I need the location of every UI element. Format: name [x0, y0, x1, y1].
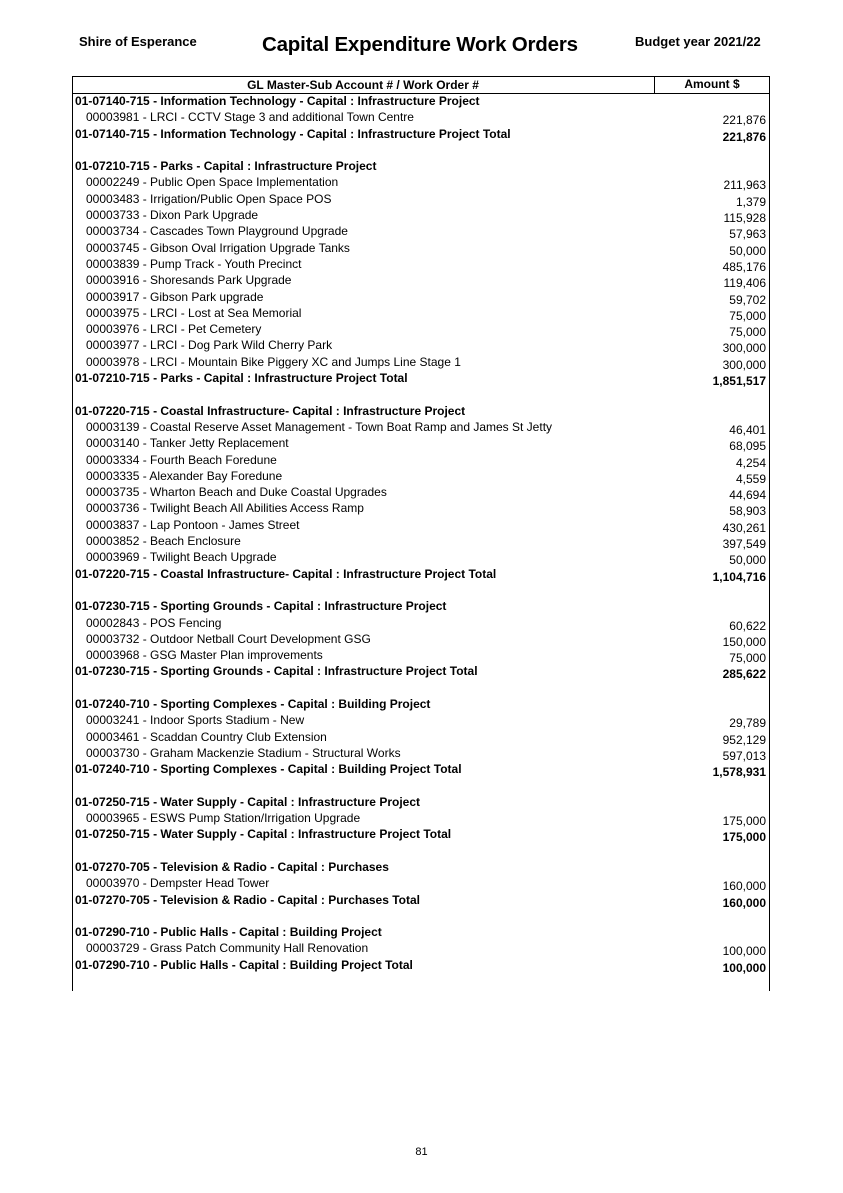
section-heading-row: [72, 924, 770, 940]
work-order-row: [72, 289, 770, 305]
work-order-label: 00003981 - LRCI - CCTV Stage 3 and additional Town Centre: [86, 110, 414, 125]
work-order-row: [72, 305, 770, 321]
work-order-table-body: [72, 93, 770, 973]
work-order-row: [72, 875, 770, 894]
work-order-label: 00003917 - Gibson Park upgrade: [86, 289, 264, 304]
work-order-amount: 58,903: [729, 504, 766, 519]
section-total-row: [72, 761, 770, 780]
section-total-row: [72, 663, 770, 682]
work-order-amount: 300,000: [722, 357, 766, 372]
work-order-label: 00003140 - Tanker Jetty Replacement: [86, 436, 289, 451]
work-order-row: [72, 207, 770, 226]
work-order-amount: 57,963: [729, 227, 766, 242]
work-order-amount: 60,622: [729, 618, 766, 633]
section-total-label: 01-07290-710 - Public Halls - Capital : Building Project Total: [75, 957, 413, 972]
column-header-account: GL Master-Sub Account # / Work Order #: [247, 78, 479, 92]
section-heading: 01-07270-705 - Television & Radio - Capital : Purchases: [75, 859, 389, 874]
section-heading: 01-07240-710 - Sporting Complexes - Capital : Building Project: [75, 696, 431, 711]
work-order-label: 00003968 - GSG Master Plan improvements: [86, 648, 323, 663]
work-order-label: 00003139 - Coastal Reserve Asset Management - Town Boat Ramp and James St Jetty: [86, 419, 553, 434]
work-order-amount: 46,401: [729, 422, 766, 437]
work-order-amount: 160,000: [722, 879, 766, 894]
work-order-row: [72, 337, 770, 356]
work-order-amount: 44,694: [729, 488, 766, 503]
work-order-amount: 221,876: [722, 113, 766, 128]
section-heading: 01-07250-715 - Water Supply - Capital : Infrastructure Project: [75, 794, 420, 809]
work-order-amount: 597,013: [722, 748, 766, 763]
section-total-label: 01-07230-715 - Sporting Grounds - Capital : Infrastructure Project Total: [75, 664, 478, 679]
work-order-row: [72, 631, 770, 647]
work-order-amount: 115,928: [723, 211, 766, 226]
work-order-label: 00002249 - Public Open Space Implementation: [86, 175, 339, 190]
work-order-label: 00003978 - LRCI - Mountain Bike Piggery XC and Jumps Line Stage 1: [86, 354, 461, 369]
section-heading: 01-07140-715 - Information Technology - Capital : Infrastructure Project: [75, 94, 480, 108]
section-spacer: [72, 142, 770, 158]
section-total-amount: 285,622: [722, 667, 766, 682]
work-order-label: 00003852 - Beach Enclosure: [86, 534, 241, 549]
work-order-label: 00003241 - Indoor Sports Stadium - New: [86, 713, 305, 728]
work-order-amount: 150,000: [722, 634, 766, 649]
work-order-label: 00003965 - ESWS Pump Station/Irrigation Upgrade: [86, 811, 361, 826]
work-order-row: [72, 940, 770, 959]
section-heading-row: [72, 598, 770, 614]
column-header-amount: Amount $: [684, 77, 740, 91]
section-total-label: 01-07140-715 - Information Technology - Capital : Infrastructure Project Total: [75, 126, 511, 141]
work-order-label: 00003335 - Alexander Bay Foredune: [86, 468, 283, 483]
page-title: Capital Expenditure Work Orders: [262, 33, 578, 56]
section-heading-row: [72, 158, 770, 174]
work-order-amount: 485,176: [722, 259, 766, 274]
work-order-amount: 175,000: [722, 814, 766, 829]
work-order-label: 00003977 - LRCI - Dog Park Wild Cherry Park: [86, 338, 333, 353]
work-order-label: 00003745 - Gibson Oval Irrigation Upgrade Tanks: [86, 240, 350, 255]
section-total-row: [72, 126, 770, 142]
work-order-label: 00003970 - Dempster Head Tower: [86, 876, 270, 891]
work-order-label: 00003483 - Irrigation/Public Open Space POS: [86, 191, 332, 206]
budget-year: Budget year 2021/22: [635, 34, 761, 49]
work-order-row: [72, 452, 770, 468]
section-total-label: 01-07240-710 - Sporting Complexes - Capital : Building Project Total: [75, 762, 462, 777]
work-order-row: [72, 240, 770, 256]
work-order-amount: 300,000: [722, 341, 766, 356]
work-order-row: [72, 484, 770, 503]
section-total-amount: 175,000: [722, 830, 766, 845]
work-order-row: [72, 435, 770, 454]
section-total-row: [72, 826, 770, 845]
section-spacer: [72, 843, 770, 859]
work-order-label: 00003975 - LRCI - Lost at Sea Memorial: [86, 305, 302, 320]
section-total-amount: 160,000: [722, 895, 766, 910]
section-spacer: [72, 582, 770, 598]
section-total-row: [72, 892, 770, 908]
work-order-label: 00002843 - POS Fencing: [86, 615, 222, 630]
work-order-label: 00003729 - Grass Patch Community Hall Renovation: [86, 941, 369, 956]
work-order-amount: 4,559: [735, 471, 766, 486]
section-heading: 01-07290-710 - Public Halls - Capital : Building Project: [75, 925, 382, 940]
work-order-amount: 75,000: [729, 651, 766, 666]
work-order-label: 00003735 - Wharton Beach and Duke Coastal Upgrades: [86, 485, 387, 500]
work-order-row: [72, 500, 770, 519]
work-order-amount: 211,963: [723, 178, 766, 193]
work-order-amount: 50,000: [729, 243, 766, 258]
work-order-amount: 29,789: [729, 716, 766, 731]
organisation-name: Shire of Esperance: [79, 34, 197, 49]
section-spacer: [72, 386, 770, 402]
work-order-label: 00003969 - Twilight Beach Upgrade: [86, 550, 277, 565]
section-heading-row: [72, 859, 770, 875]
work-order-amount: 397,549: [722, 537, 766, 552]
section-total-amount: 1,104,716: [712, 569, 766, 584]
work-order-label: 00003334 - Fourth Beach Foredune: [86, 452, 277, 467]
work-order-label: 00003839 - Pump Track - Youth Precinct: [86, 256, 302, 271]
section-total-amount: 1,851,517: [712, 374, 766, 389]
section-heading: 01-07230-715 - Sporting Grounds - Capital : Infrastructure Project: [75, 599, 447, 614]
work-order-amount: 4,254: [735, 455, 766, 470]
work-order-amount: 59,702: [729, 292, 766, 307]
section-spacer: [72, 777, 770, 793]
work-order-row: [72, 354, 770, 370]
section-heading-row: [72, 93, 770, 109]
work-order-row: [72, 223, 770, 242]
work-order-row: [72, 533, 770, 552]
work-order-row: [72, 256, 770, 272]
section-total-amount: 100,000: [722, 960, 766, 975]
work-order-amount: 100,000: [722, 944, 766, 959]
work-order-amount: 119,406: [723, 276, 766, 291]
work-order-amount: 430,261: [722, 520, 766, 535]
section-total-row: [72, 566, 770, 582]
section-total-label: 01-07210-715 - Parks - Capital : Infrastructure Project Total: [75, 371, 408, 386]
work-order-label: 00003916 - Shoresands Park Upgrade: [86, 273, 292, 288]
section-heading: 01-07210-715 - Parks - Capital : Infrastructure Project: [75, 159, 377, 174]
work-order-row: [72, 549, 770, 568]
section-heading: 01-07220-715 - Coastal Infrastructure- Capital : Infrastructure Project: [75, 403, 466, 418]
section-total-row: [72, 370, 770, 389]
work-order-label: 00003733 - Dixon Park Upgrade: [86, 208, 259, 223]
work-order-row: [72, 174, 770, 193]
section-total-label: 01-07250-715 - Water Supply - Capital : Infrastructure Project Total: [75, 827, 452, 842]
work-order-label: 00003837 - Lap Pontoon - James Street: [86, 517, 300, 532]
work-order-row: [72, 321, 770, 340]
work-order-label: 00003734 - Cascades Town Playground Upgrade: [86, 224, 348, 239]
work-order-row: [72, 810, 770, 829]
work-order-row: [72, 272, 770, 291]
work-order-amount: 75,000: [729, 325, 766, 340]
work-order-row: [72, 419, 770, 435]
section-heading-row: [72, 696, 770, 712]
work-order-row: [72, 615, 770, 631]
section-total-amount: 1,578,931: [712, 765, 766, 780]
work-order-amount: 952,129: [722, 732, 766, 747]
work-order-label: 00003976 - LRCI - Pet Cemetery: [86, 322, 262, 337]
section-total-label: 01-07220-715 - Coastal Infrastructure- Capital : Infrastructure Project Total: [75, 566, 497, 581]
section-total-amount: 221,876: [722, 129, 766, 144]
work-order-row: [72, 745, 770, 761]
page-number: 81: [415, 1146, 428, 1158]
section-total-row: [72, 957, 770, 973]
section-heading-row: [72, 794, 770, 810]
work-order-row: [72, 109, 770, 128]
work-order-label: 00003732 - Outdoor Netball Court Development GSG: [86, 631, 371, 646]
section-spacer: [72, 908, 770, 924]
work-order-label: 00003736 - Twilight Beach All Abilities Access Ramp: [86, 501, 364, 516]
work-order-row: [72, 647, 770, 666]
work-order-amount: 1,379: [735, 194, 766, 209]
section-spacer: [72, 680, 770, 696]
work-order-label: 00003461 - Scaddan Country Club Extension: [86, 729, 327, 744]
work-order-row: [72, 191, 770, 207]
work-order-row: [72, 517, 770, 533]
work-order-row: [72, 712, 770, 731]
work-order-amount: 75,000: [729, 308, 766, 323]
work-order-row: [72, 729, 770, 745]
section-total-label: 01-07270-705 - Television & Radio - Capital : Purchases Total: [75, 892, 421, 907]
section-heading-row: [72, 403, 770, 419]
work-order-amount: 50,000: [729, 553, 766, 568]
work-order-label: 00003730 - Graham Mackenzie Stadium - Structural Works: [86, 745, 401, 760]
work-order-row: [72, 468, 770, 484]
work-order-amount: 68,095: [729, 439, 766, 454]
